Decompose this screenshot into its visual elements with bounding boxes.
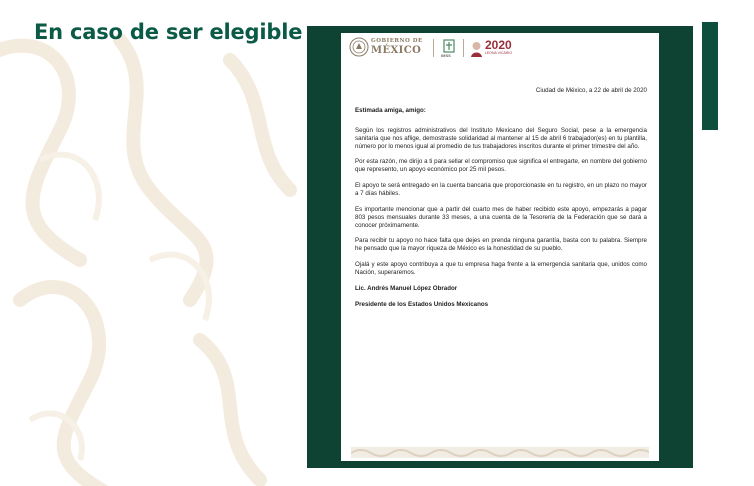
imss-label: IMSS <box>441 53 451 58</box>
logo-line-2: MÉXICO <box>371 44 422 56</box>
year-text: 2020 <box>485 38 512 52</box>
leona-vicario-portrait-icon <box>470 40 483 58</box>
year-2020-logo <box>470 39 530 59</box>
signature-name: Lic. Andrés Manuel López Obrador <box>355 284 458 292</box>
letter-date: Ciudad de México, a 22 de abril de 2020 <box>535 87 647 94</box>
letter-document <box>341 33 659 461</box>
letter-salutation: Estimada amiga, amigo: <box>355 106 426 114</box>
letterhead <box>349 37 529 59</box>
year-subtitle: LEONA VICARIO <box>485 51 513 55</box>
letter-paragraph: El apoyo te será entregado en la cuenta bancaria que proporcionaste en tu registro, en un plazo no mayor a 7 días hábiles. <box>355 182 647 198</box>
letter-body <box>355 87 647 316</box>
letter-paragraph: Para recibir tu apoyo no hace falta que dejes en prenda ninguna garantía, basta con tu palabra. Siempre he pensado que la mayor riqueza de México es la honestidad de su pueblo. <box>355 237 647 253</box>
logo-divider <box>433 39 434 57</box>
slide-title: En caso de ser elegible <box>34 20 303 44</box>
logo-divider <box>463 39 464 57</box>
national-seal-icon <box>349 37 369 57</box>
footer-ornament <box>351 447 649 458</box>
logo-line-1: GOBIERNO DE <box>371 38 423 44</box>
accent-bar <box>702 22 718 130</box>
letter-paragraph: Es importante mencionar que a partir del cuarto mes de haber recibido este apoyo, empezarás a pagar 803 pesos mensuales durante 33 meses, a una cuenta de la Tesorería de la Federación que se dará a conocer próximamente. <box>355 205 647 229</box>
gobierno-de-mexico-logo <box>371 39 423 56</box>
background-pattern <box>0 0 303 486</box>
letter-paragraph: Ojalá y este apoyo contribuya a que tu empresa haga frente a la emergencia sanitaria que, unidos como Nación, superaremos. <box>355 261 647 277</box>
signature-title: Presidente de los Estados Unidos Mexicanos <box>355 300 489 308</box>
signature-block <box>355 285 647 309</box>
letter-paragraph: Por esta razón, me dirijo a ti para sellar el compromiso que significa el entregarte, en nombre del gobierno que represento, un apoyo económico por 25 mil pesos. <box>355 158 647 174</box>
letter-paragraph: Según los registros administrativos del Instituto Mexicano del Seguro Social, pese a la emergencia sanitaria que nos aflige, demostraste solidaridad al mantener al 15 de abril 6 trabajador(es) en tu plantilla, número por lo menos igual al promedio de tus trabajadores inscritos durante el primer trimestre del año. <box>355 126 647 150</box>
